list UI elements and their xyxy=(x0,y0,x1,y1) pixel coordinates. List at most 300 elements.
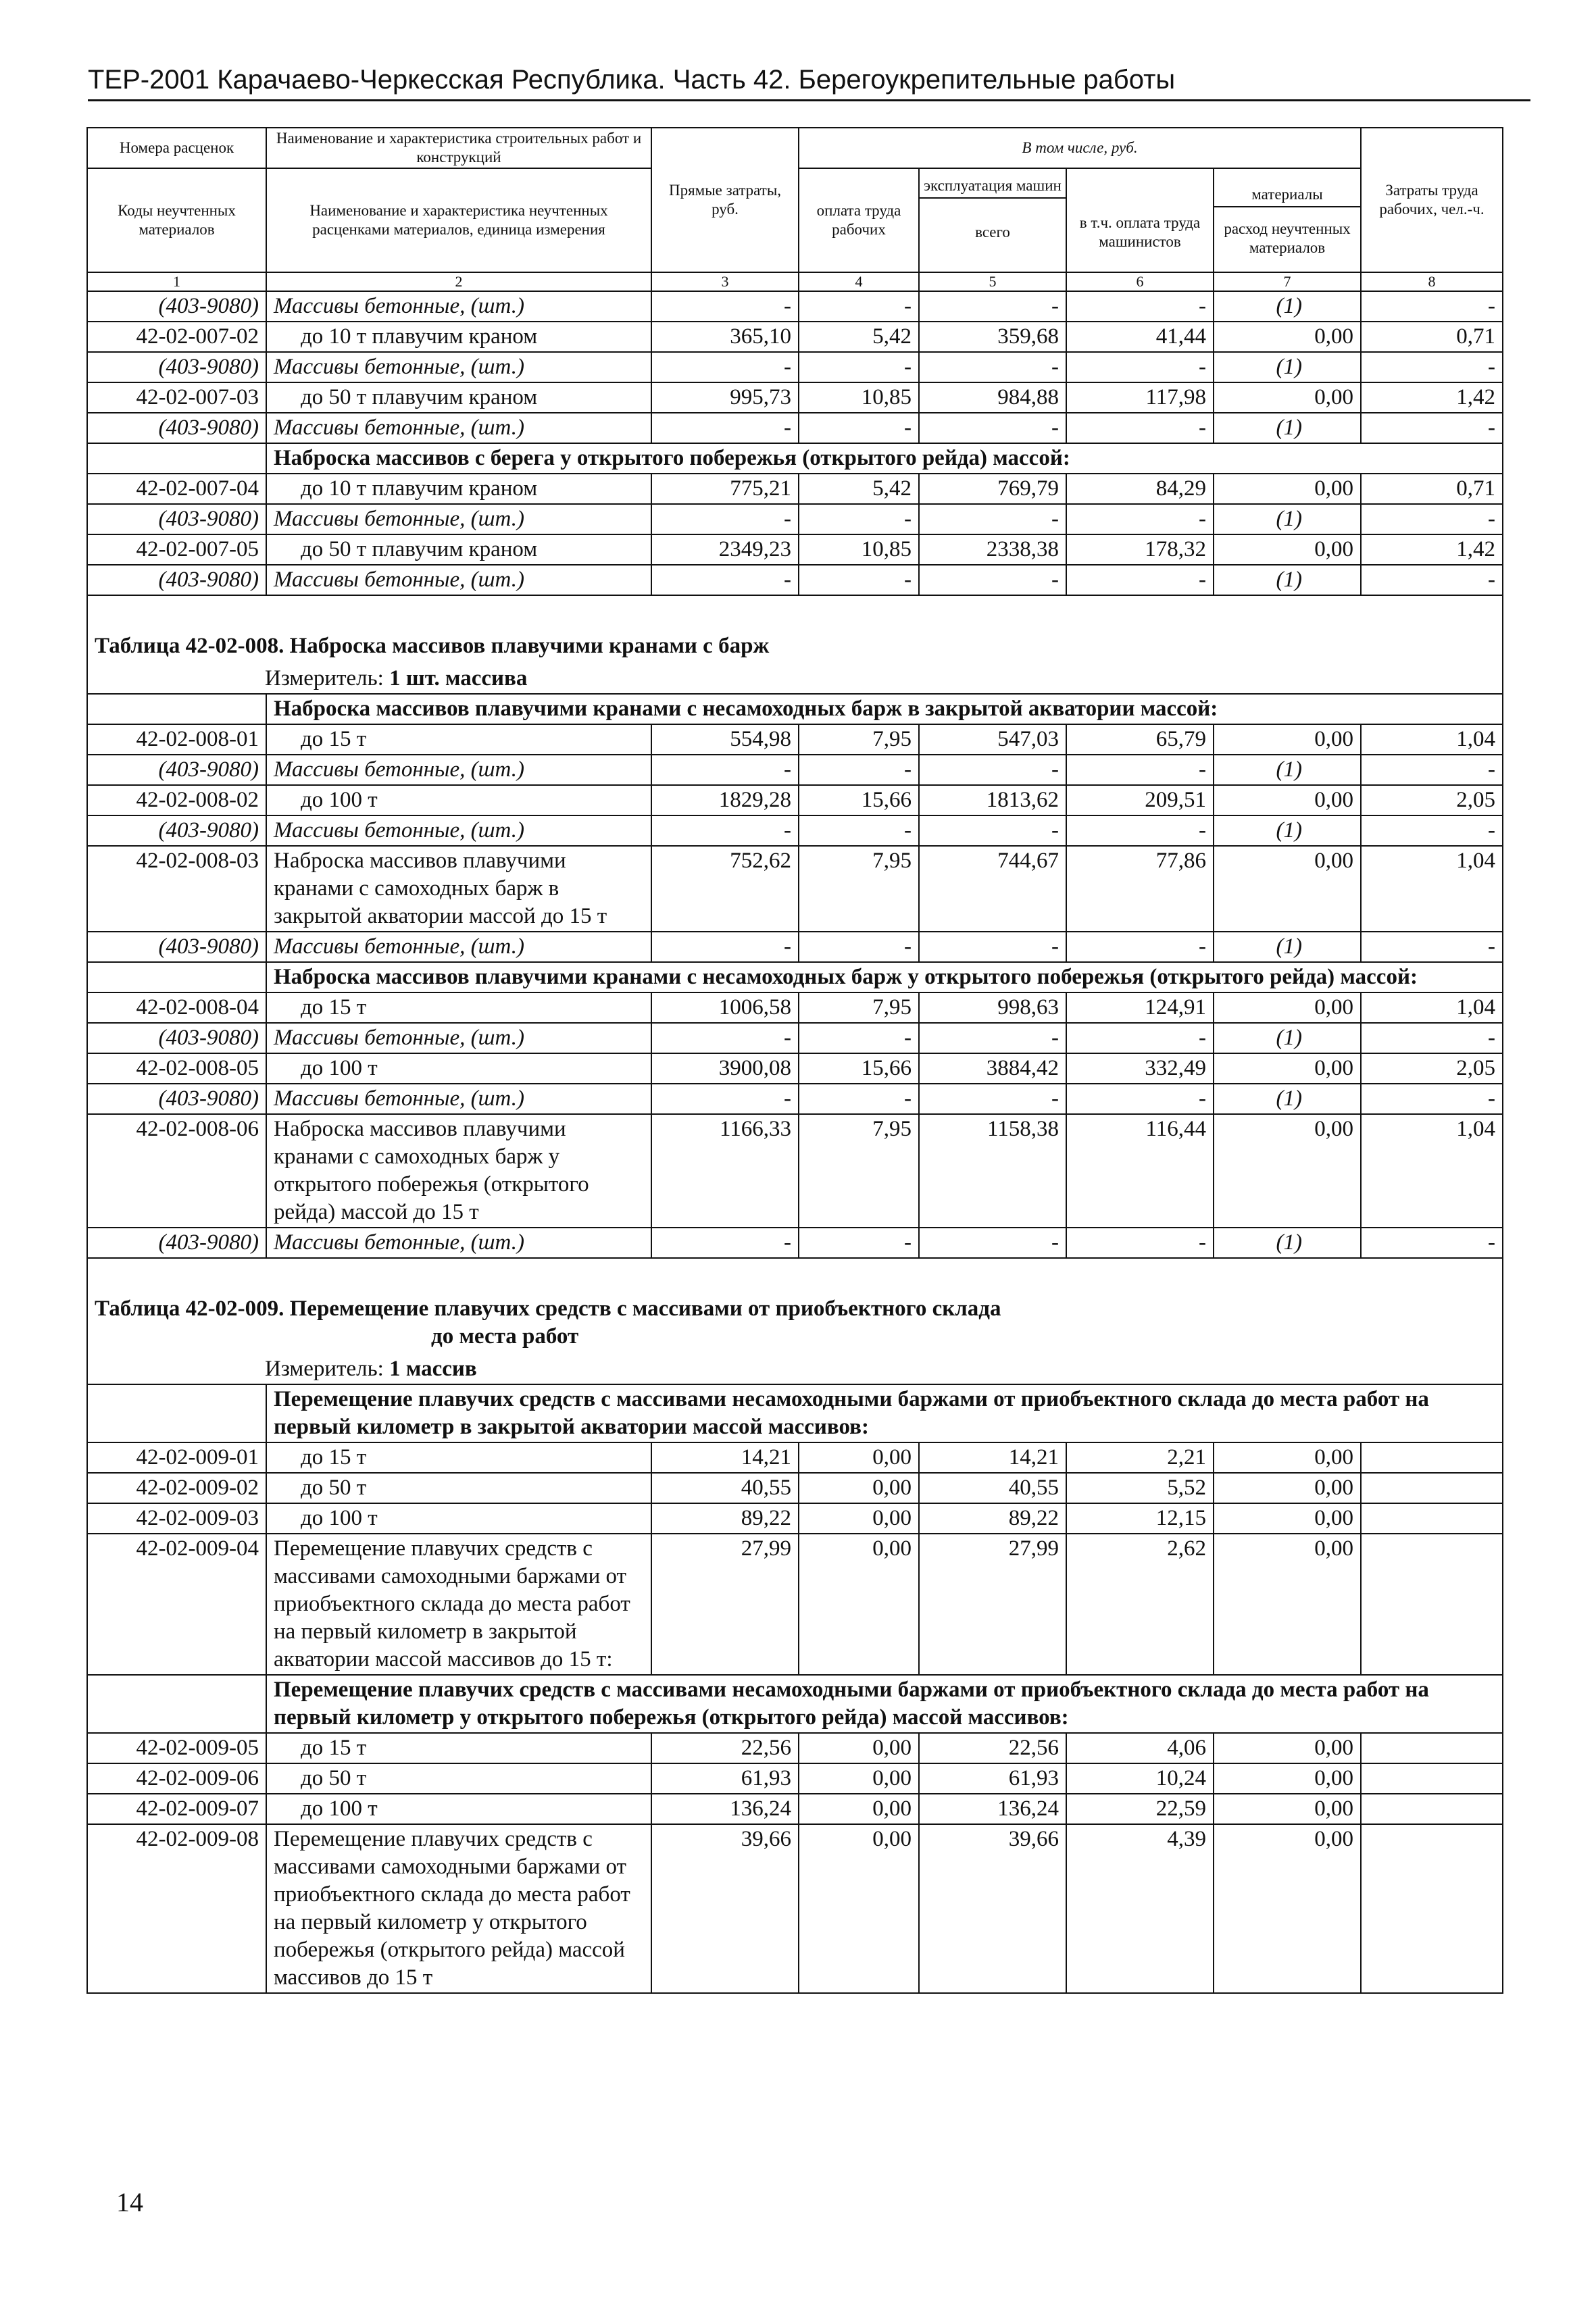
col6-label: в т.ч. оплата труда машинистов xyxy=(1079,214,1201,250)
labor-pay-cell: 5,42 xyxy=(799,322,919,352)
table-row xyxy=(87,724,1503,755)
direct-cost-cell: 1829,28 xyxy=(651,785,799,815)
col6-header xyxy=(1066,168,1214,272)
direct-cost-cell: 3900,08 xyxy=(651,1053,799,1084)
col-num-2: 2 xyxy=(266,272,651,291)
table-row xyxy=(87,846,1503,932)
work-name-cell: до 50 т плавучим краном xyxy=(266,382,651,413)
col1-bottom-header: Коды неучтенных материалов xyxy=(87,168,266,272)
labor-pay-cell: 10,85 xyxy=(799,534,919,565)
labor-hours-cell: 1,42 xyxy=(1361,382,1503,413)
material-name-cell: Массивы бетонные, (шт.) xyxy=(266,504,651,534)
machines-total-cell: 136,24 xyxy=(919,1794,1066,1824)
table-row xyxy=(87,1824,1503,1993)
machines-total-cell: - xyxy=(919,932,1066,962)
measure-row xyxy=(87,1355,1503,1384)
labor-hours-cell: - xyxy=(1361,1023,1503,1053)
machines-total-cell: - xyxy=(919,504,1066,534)
materials-cell: 0,00 xyxy=(1214,382,1361,413)
rates-sheet xyxy=(86,127,1502,1994)
direct-cost-cell: - xyxy=(651,1084,799,1114)
machinists-pay-cell: 4,06 xyxy=(1066,1733,1214,1763)
materials-cell: 0,00 xyxy=(1214,1442,1361,1473)
table-row xyxy=(87,474,1503,504)
rate-code-cell: 42-02-009-03 xyxy=(87,1503,266,1534)
work-name-cell: Перемещение плавучих средств с массивами самоходными баржами от приобъектного склада до места работ на первый километр у открытого побережья (открытого рейда) массой массивов до 15 т xyxy=(266,1824,651,1993)
rate-code-cell: 42-02-008-01 xyxy=(87,724,266,755)
labor-pay-cell: 10,85 xyxy=(799,382,919,413)
materials-cell: 0,00 xyxy=(1214,1794,1361,1824)
measure-label: Измеритель: xyxy=(265,666,384,690)
header-row-1 xyxy=(87,128,1503,168)
work-name-cell: до 100 т xyxy=(266,1794,651,1824)
machinists-pay-cell: - xyxy=(1066,755,1214,785)
labor-hours-cell: - xyxy=(1361,504,1503,534)
machines-total-cell: 22,56 xyxy=(919,1733,1066,1763)
table-row xyxy=(87,932,1503,962)
page-header: ТЕР-2001 Карачаево-Черкесская Республика. Часть 42. Берегоукрепительные работы xyxy=(88,65,1530,101)
col7-header xyxy=(1214,168,1361,272)
section-row xyxy=(87,694,1503,724)
materials-cell: 0,00 xyxy=(1214,846,1361,932)
table-row xyxy=(87,1442,1503,1473)
work-name-cell: до 100 т xyxy=(266,1503,651,1534)
machines-total-cell: 1813,62 xyxy=(919,785,1066,815)
section-row xyxy=(87,962,1503,992)
direct-cost-cell: - xyxy=(651,932,799,962)
col7-label: расход неучтенных материалов xyxy=(1224,220,1351,256)
materials-cell: (1) xyxy=(1214,504,1361,534)
direct-cost-cell: - xyxy=(651,352,799,382)
machinists-pay-cell: 116,44 xyxy=(1066,1114,1214,1228)
machinists-pay-cell: - xyxy=(1066,932,1214,962)
labor-hours-cell: - xyxy=(1361,352,1503,382)
materials-cell: (1) xyxy=(1214,352,1361,382)
machinists-pay-cell: 4,39 xyxy=(1066,1824,1214,1993)
machines-total-cell: 769,79 xyxy=(919,474,1066,504)
table-008-measure xyxy=(87,664,1503,694)
machines-total-cell: 984,88 xyxy=(919,382,1066,413)
direct-cost-cell: - xyxy=(651,755,799,785)
section-heading: Наброска массивов плавучими кранами с несамоходных барж в закрытой акватории массой: xyxy=(266,694,1503,724)
col8-header: Затраты труда рабочих, чел.-ч. xyxy=(1361,128,1503,272)
materials-cell: (1) xyxy=(1214,932,1361,962)
material-code-cell: (403-9080) xyxy=(87,504,266,534)
machines-total-cell: 61,93 xyxy=(919,1763,1066,1794)
machinists-pay-cell: - xyxy=(1066,352,1214,382)
labor-pay-cell: 15,66 xyxy=(799,1053,919,1084)
material-name-cell: Массивы бетонные, (шт.) xyxy=(266,352,651,382)
table-row xyxy=(87,992,1503,1023)
section-row xyxy=(87,1384,1503,1442)
machinists-pay-cell: - xyxy=(1066,413,1214,443)
labor-hours-cell xyxy=(1361,1824,1503,1993)
incl-header: В том числе, руб. xyxy=(799,128,1361,168)
labor-pay-cell: 7,95 xyxy=(799,724,919,755)
machines-total-cell: 744,67 xyxy=(919,846,1066,932)
machinists-pay-cell: 332,49 xyxy=(1066,1053,1214,1084)
table-row xyxy=(87,504,1503,534)
materials-cell: 0,00 xyxy=(1214,1763,1361,1794)
machinists-pay-cell: 124,91 xyxy=(1066,992,1214,1023)
labor-pay-cell: - xyxy=(799,352,919,382)
materials-cell: 0,00 xyxy=(1214,992,1361,1023)
work-name-cell: до 100 т xyxy=(266,1053,651,1084)
labor-hours-cell: 0,71 xyxy=(1361,474,1503,504)
labor-hours-cell: - xyxy=(1361,565,1503,595)
table-row xyxy=(87,755,1503,785)
section-code-cell xyxy=(87,694,266,724)
labor-pay-cell: - xyxy=(799,504,919,534)
section-code-cell xyxy=(87,962,266,992)
table-row xyxy=(87,1534,1503,1675)
rate-code-cell: 42-02-009-04 xyxy=(87,1534,266,1675)
labor-pay-cell: - xyxy=(799,1228,919,1258)
labor-pay-cell: 0,00 xyxy=(799,1733,919,1763)
machines-total-cell: - xyxy=(919,815,1066,846)
section-heading: Перемещение плавучих средств с массивами несамоходными баржами от приобъектного склада до места работ на первый километр в закрытой акватории массой массивов: xyxy=(266,1384,1503,1442)
section-code-cell xyxy=(87,1675,266,1733)
materials-cell: 0,00 xyxy=(1214,474,1361,504)
labor-pay-cell: - xyxy=(799,1023,919,1053)
material-name-cell: Массивы бетонные, (шт.) xyxy=(266,1084,651,1114)
labor-pay-cell: 5,42 xyxy=(799,474,919,504)
machinists-pay-cell: 77,86 xyxy=(1066,846,1214,932)
material-code-cell: (403-9080) xyxy=(87,932,266,962)
machinists-pay-cell: - xyxy=(1066,565,1214,595)
machinists-pay-cell: 41,44 xyxy=(1066,322,1214,352)
section-row xyxy=(87,443,1503,474)
labor-hours-cell: 1,04 xyxy=(1361,846,1503,932)
direct-cost-cell: - xyxy=(651,413,799,443)
machinists-pay-cell: - xyxy=(1066,1084,1214,1114)
work-name-cell: до 50 т xyxy=(266,1763,651,1794)
machinists-pay-cell: 84,29 xyxy=(1066,474,1214,504)
materials-cell: (1) xyxy=(1214,1023,1361,1053)
labor-hours-cell xyxy=(1361,1442,1503,1473)
direct-cost-cell: 89,22 xyxy=(651,1503,799,1534)
materials-cell: (1) xyxy=(1214,291,1361,322)
labor-hours-cell: - xyxy=(1361,1084,1503,1114)
direct-cost-cell: 136,24 xyxy=(651,1794,799,1824)
machines-total-cell: 998,63 xyxy=(919,992,1066,1023)
materials-header: материалы xyxy=(1214,183,1360,207)
material-code-cell: (403-9080) xyxy=(87,352,266,382)
machines-total-cell: 1158,38 xyxy=(919,1114,1066,1228)
machines-total-cell: 40,55 xyxy=(919,1473,1066,1503)
section-heading: Перемещение плавучих средств с массивами несамоходными баржами от приобъектного склада до места работ на первый километр у открытого побережья (открытого рейда) массой массивов: xyxy=(266,1675,1503,1733)
work-name-cell: Наброска массивов плавучими кранами с самоходных барж у открытого побережья (открытого рейда) массой до 15 т xyxy=(266,1114,651,1228)
material-name-cell: Массивы бетонные, (шт.) xyxy=(266,1228,651,1258)
machinists-pay-cell: 178,32 xyxy=(1066,534,1214,565)
material-code-cell: (403-9080) xyxy=(87,1023,266,1053)
machinists-pay-cell: - xyxy=(1066,815,1214,846)
labor-pay-cell: - xyxy=(799,815,919,846)
material-code-cell: (403-9080) xyxy=(87,291,266,322)
rate-code-cell: 42-02-009-05 xyxy=(87,1733,266,1763)
materials-cell: 0,00 xyxy=(1214,1114,1361,1228)
col3-header: Прямые затраты, руб. xyxy=(651,128,799,272)
materials-cell: (1) xyxy=(1214,755,1361,785)
table-row xyxy=(87,382,1503,413)
direct-cost-cell: - xyxy=(651,1228,799,1258)
machinists-pay-cell: 209,51 xyxy=(1066,785,1214,815)
labor-pay-cell: - xyxy=(799,755,919,785)
labor-hours-cell xyxy=(1361,1733,1503,1763)
machinists-pay-cell: 5,52 xyxy=(1066,1473,1214,1503)
labor-pay-cell: 0,00 xyxy=(799,1442,919,1473)
machines-total-cell: - xyxy=(919,1228,1066,1258)
table-row xyxy=(87,785,1503,815)
work-name-cell: до 50 т xyxy=(266,1473,651,1503)
col5-label: всего xyxy=(975,224,1010,241)
machines-total-cell: 3884,42 xyxy=(919,1053,1066,1084)
direct-cost-cell: - xyxy=(651,1023,799,1053)
col-num-3: 3 xyxy=(651,272,799,291)
machinists-pay-cell: 65,79 xyxy=(1066,724,1214,755)
measure-row xyxy=(87,664,1503,694)
labor-pay-cell: 0,00 xyxy=(799,1763,919,1794)
work-name-cell: до 10 т плавучим краном xyxy=(266,474,651,504)
rate-code-cell: 42-02-007-05 xyxy=(87,534,266,565)
table-row xyxy=(87,1733,1503,1763)
direct-cost-cell: 40,55 xyxy=(651,1473,799,1503)
labor-hours-cell: - xyxy=(1361,413,1503,443)
machines-total-cell: - xyxy=(919,352,1066,382)
rate-code-cell: 42-02-007-03 xyxy=(87,382,266,413)
table-row xyxy=(87,1114,1503,1228)
table-title-row xyxy=(87,1258,1503,1323)
rate-code-cell: 42-02-009-06 xyxy=(87,1763,266,1794)
material-name-cell: Массивы бетонные, (шт.) xyxy=(266,413,651,443)
direct-cost-cell: - xyxy=(651,815,799,846)
rate-code-cell: 42-02-009-07 xyxy=(87,1794,266,1824)
materials-cell: 0,00 xyxy=(1214,724,1361,755)
direct-cost-cell: 775,21 xyxy=(651,474,799,504)
rate-code-cell: 42-02-008-06 xyxy=(87,1114,266,1228)
table-row xyxy=(87,1763,1503,1794)
work-name-cell: до 15 т xyxy=(266,992,651,1023)
col4-header: оплата труда рабочих xyxy=(799,168,919,272)
labor-hours-cell: 2,05 xyxy=(1361,1053,1503,1084)
machinists-pay-cell: - xyxy=(1066,1228,1214,1258)
labor-hours-cell xyxy=(1361,1473,1503,1503)
machines-total-cell: 27,99 xyxy=(919,1534,1066,1675)
machines-total-cell: - xyxy=(919,413,1066,443)
labor-pay-cell: 7,95 xyxy=(799,1114,919,1228)
machines-total-cell: 14,21 xyxy=(919,1442,1066,1473)
section-row xyxy=(87,1675,1503,1733)
labor-hours-cell: 1,42 xyxy=(1361,534,1503,565)
rate-code-cell: 42-02-009-08 xyxy=(87,1824,266,1993)
labor-pay-cell: 0,00 xyxy=(799,1503,919,1534)
machines-total-cell: 39,66 xyxy=(919,1824,1066,1993)
materials-cell: 0,00 xyxy=(1214,322,1361,352)
machines-total-cell: 2338,38 xyxy=(919,534,1066,565)
direct-cost-cell: 752,62 xyxy=(651,846,799,932)
machines-total-cell: 359,68 xyxy=(919,322,1066,352)
table-title-row xyxy=(87,595,1503,664)
material-code-cell: (403-9080) xyxy=(87,413,266,443)
direct-cost-cell: 61,93 xyxy=(651,1763,799,1794)
direct-cost-cell: 27,99 xyxy=(651,1534,799,1675)
rate-code-cell: 42-02-009-02 xyxy=(87,1473,266,1503)
machines-total-cell: - xyxy=(919,1084,1066,1114)
labor-pay-cell: - xyxy=(799,291,919,322)
machines-total-cell: 547,03 xyxy=(919,724,1066,755)
labor-hours-cell: 0,71 xyxy=(1361,322,1503,352)
work-name-cell: до 15 т xyxy=(266,1733,651,1763)
direct-cost-cell: 554,98 xyxy=(651,724,799,755)
material-code-cell: (403-9080) xyxy=(87,565,266,595)
machinists-pay-cell: - xyxy=(1066,291,1214,322)
rate-code-cell: 42-02-008-05 xyxy=(87,1053,266,1084)
material-code-cell: (403-9080) xyxy=(87,755,266,785)
section-code-cell xyxy=(87,1384,266,1442)
table-row xyxy=(87,1794,1503,1824)
machines-spacer xyxy=(1067,189,1213,213)
rates-table xyxy=(86,127,1503,1994)
machinists-pay-cell: 12,15 xyxy=(1066,1503,1214,1534)
work-name-cell: до 10 т плавучим краном xyxy=(266,322,651,352)
work-name-cell: Наброска массивов плавучими кранами с самоходных барж в закрытой акватории массой до 15 т xyxy=(266,846,651,932)
table-row xyxy=(87,413,1503,443)
labor-pay-cell: 7,95 xyxy=(799,846,919,932)
materials-cell: 0,00 xyxy=(1214,1503,1361,1534)
table-row xyxy=(87,1503,1503,1534)
page-number: 14 xyxy=(116,2187,143,2217)
col5-header xyxy=(919,168,1066,272)
rate-code-cell: 42-02-008-04 xyxy=(87,992,266,1023)
rate-code-cell: 42-02-007-04 xyxy=(87,474,266,504)
labor-hours-cell: - xyxy=(1361,291,1503,322)
col-num-1: 1 xyxy=(87,272,266,291)
direct-cost-cell: 39,66 xyxy=(651,1824,799,1993)
direct-cost-cell: 2349,23 xyxy=(651,534,799,565)
material-name-cell: Массивы бетонные, (шт.) xyxy=(266,755,651,785)
col-num-7: 7 xyxy=(1214,272,1361,291)
material-name-cell: Массивы бетонные, (шт.) xyxy=(266,565,651,595)
col2-bottom-header: Наименование и характеристика неучтенных расценками материалов, единица измерения xyxy=(266,168,651,272)
table-009-measure xyxy=(87,1355,1503,1384)
labor-hours-cell: - xyxy=(1361,1228,1503,1258)
table-009-title-line2: до места работ xyxy=(87,1323,1503,1355)
column-number-row xyxy=(87,272,1503,291)
work-name-cell: до 15 т xyxy=(266,1442,651,1473)
table-009-title: Таблица 42-02-009. Перемещение плавучих средств с массивами от приобъектного склада xyxy=(87,1258,1503,1323)
section-heading: Наброска массивов плавучими кранами с несамоходных барж у открытого побережья (открытого рейда) массой: xyxy=(266,962,1503,992)
labor-hours-cell xyxy=(1361,1503,1503,1534)
machinists-pay-cell: - xyxy=(1066,1023,1214,1053)
machines-total-cell: - xyxy=(919,1023,1066,1053)
rate-code-cell: 42-02-009-01 xyxy=(87,1442,266,1473)
materials-cell: (1) xyxy=(1214,815,1361,846)
machines-header: эксплуатация машин xyxy=(920,174,1066,199)
work-name-cell: до 100 т xyxy=(266,785,651,815)
materials-cell: 0,00 xyxy=(1214,534,1361,565)
materials-cell: 0,00 xyxy=(1214,1473,1361,1503)
rate-code-cell: 42-02-008-02 xyxy=(87,785,266,815)
section-heading: Наброска массивов с берега у открытого побережья (открытого рейда) массой: xyxy=(266,443,1503,474)
section-code-cell xyxy=(87,443,266,474)
material-code-cell: (403-9080) xyxy=(87,1228,266,1258)
labor-pay-cell: - xyxy=(799,565,919,595)
col-num-6: 6 xyxy=(1066,272,1214,291)
labor-pay-cell: 0,00 xyxy=(799,1794,919,1824)
table-row xyxy=(87,1473,1503,1503)
labor-hours-cell: - xyxy=(1361,815,1503,846)
materials-cell: (1) xyxy=(1214,1228,1361,1258)
table-row xyxy=(87,1084,1503,1114)
material-name-cell: Массивы бетонные, (шт.) xyxy=(266,932,651,962)
direct-cost-cell: - xyxy=(651,291,799,322)
table-row xyxy=(87,291,1503,322)
measure-value: 1 шт. массива xyxy=(389,666,528,690)
labor-pay-cell: 7,95 xyxy=(799,992,919,1023)
direct-cost-cell: - xyxy=(651,504,799,534)
labor-hours-cell: 1,04 xyxy=(1361,724,1503,755)
labor-pay-cell: - xyxy=(799,932,919,962)
labor-hours-cell: 1,04 xyxy=(1361,1114,1503,1228)
labor-hours-cell: - xyxy=(1361,932,1503,962)
col1-top-header: Номера расценок xyxy=(87,128,266,168)
labor-pay-cell: 0,00 xyxy=(799,1473,919,1503)
direct-cost-cell: 22,56 xyxy=(651,1733,799,1763)
table-row xyxy=(87,1053,1503,1084)
table-row xyxy=(87,352,1503,382)
labor-hours-cell: 1,04 xyxy=(1361,992,1503,1023)
material-code-cell: (403-9080) xyxy=(87,815,266,846)
machinists-pay-cell: 2,62 xyxy=(1066,1534,1214,1675)
work-name-cell: Перемещение плавучих средств с массивами самоходными баржами от приобъектного склада до места работ на первый километр в закрытой акватории массой массивов до 15 т: xyxy=(266,1534,651,1675)
table-row xyxy=(87,1023,1503,1053)
materials-cell: 0,00 xyxy=(1214,1053,1361,1084)
direct-cost-cell: 1166,33 xyxy=(651,1114,799,1228)
col2-top-header: Наименование и характеристика строительных работ и конструкций xyxy=(266,128,651,168)
table-row xyxy=(87,534,1503,565)
table-008-title: Таблица 42-02-008. Наброска массивов плавучими кранами с барж xyxy=(87,595,1503,664)
materials-cell: 0,00 xyxy=(1214,1824,1361,1993)
labor-pay-cell: 0,00 xyxy=(799,1824,919,1993)
materials-cell: 0,00 xyxy=(1214,1733,1361,1763)
machines-total-cell: 89,22 xyxy=(919,1503,1066,1534)
labor-pay-cell: - xyxy=(799,413,919,443)
labor-pay-cell: 15,66 xyxy=(799,785,919,815)
labor-hours-cell: - xyxy=(1361,755,1503,785)
direct-cost-cell: 995,73 xyxy=(651,382,799,413)
table-row xyxy=(87,815,1503,846)
machinists-pay-cell: 22,59 xyxy=(1066,1794,1214,1824)
rate-code-cell: 42-02-007-02 xyxy=(87,322,266,352)
col-num-5: 5 xyxy=(919,272,1066,291)
col-num-8: 8 xyxy=(1361,272,1503,291)
work-name-cell: до 15 т xyxy=(266,724,651,755)
materials-cell: 0,00 xyxy=(1214,1534,1361,1675)
direct-cost-cell: 1006,58 xyxy=(651,992,799,1023)
labor-hours-cell: 2,05 xyxy=(1361,785,1503,815)
direct-cost-cell: 365,10 xyxy=(651,322,799,352)
labor-hours-cell xyxy=(1361,1794,1503,1824)
materials-cell: (1) xyxy=(1214,1084,1361,1114)
table-row xyxy=(87,565,1503,595)
measure-value: 1 массив xyxy=(389,1357,477,1381)
direct-cost-cell: - xyxy=(651,565,799,595)
machinists-pay-cell: - xyxy=(1066,504,1214,534)
materials-cell: (1) xyxy=(1214,565,1361,595)
machines-total-cell: - xyxy=(919,565,1066,595)
machinists-pay-cell: 2,21 xyxy=(1066,1442,1214,1473)
material-name-cell: Массивы бетонные, (шт.) xyxy=(266,1023,651,1053)
